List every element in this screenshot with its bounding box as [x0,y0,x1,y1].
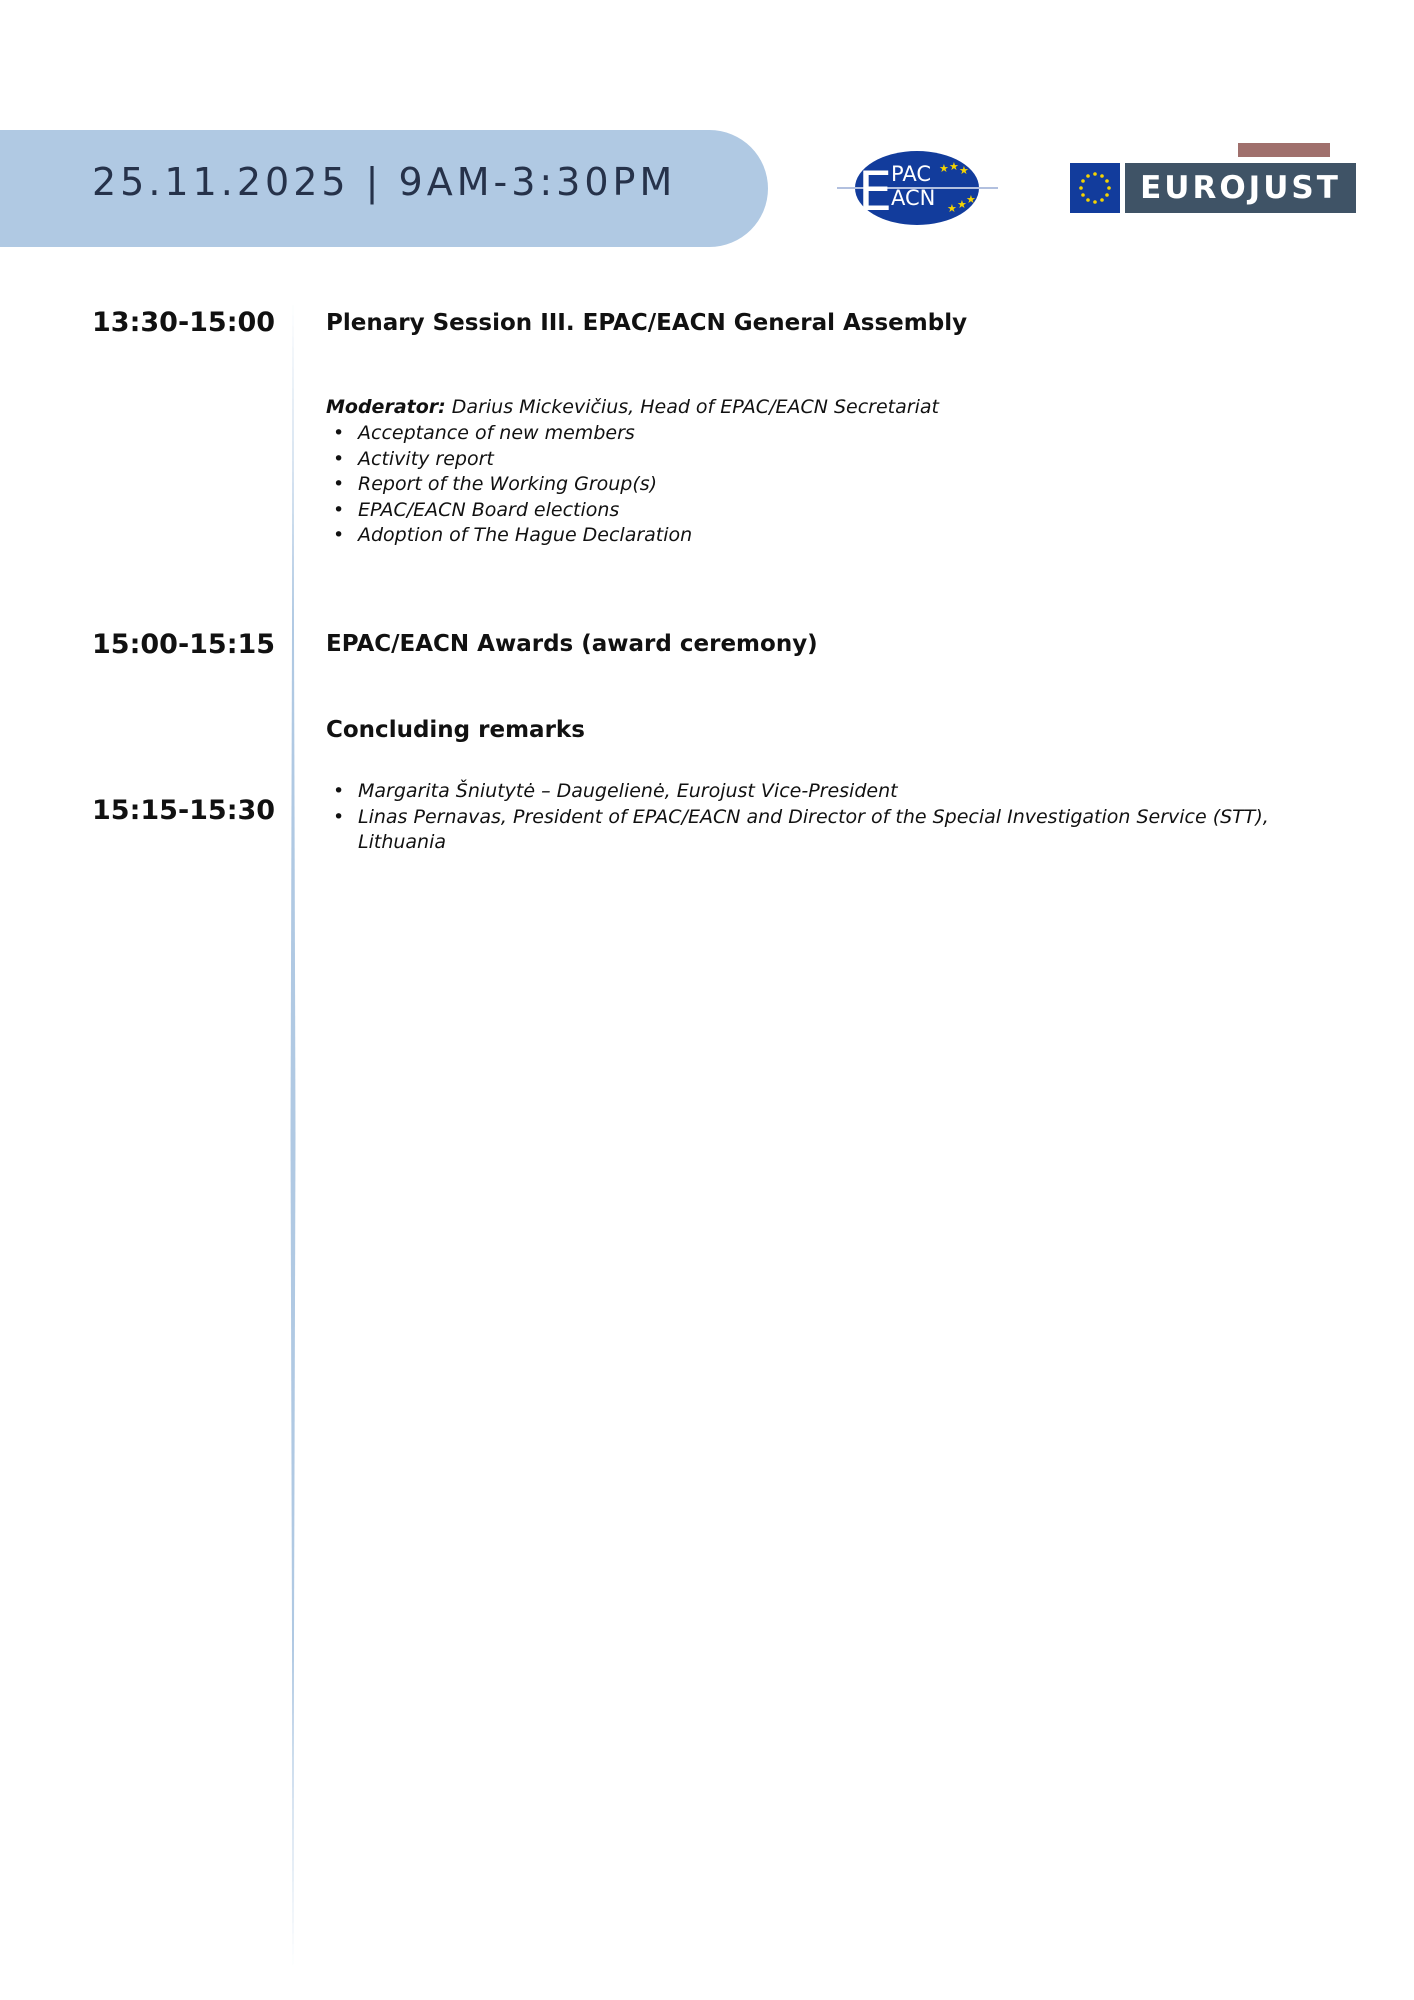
moderator-label: Moderator: [326,396,446,418]
list-item: • Report of the Working Group(s) [358,472,692,498]
svg-text:★: ★ [949,160,959,173]
epac-line1: PAC [891,162,931,186]
svg-text:★: ★ [959,164,969,177]
eurojust-accent-bar [1238,143,1330,157]
epac-initial: E [858,160,893,223]
svg-text:★: ★ [947,202,957,215]
list-item: • Margarita Šniutytė – Daugelienė, Eurojust Vice-President [358,779,1328,805]
session-title: Concluding remarks [326,717,585,743]
session-time: 15:15-15:30 [92,795,276,826]
timeline-line [288,300,298,1970]
eurojust-logo [1070,143,1356,215]
list-item: • EPAC/EACN Board elections [358,498,692,524]
svg-text:★: ★ [966,193,976,206]
svg-text:★: ★ [939,162,949,175]
session-title: Plenary Session III. EPAC/EACN General Assembly [326,310,968,336]
list-item: • Linas Pernavas, President of EPAC/EACN and Director of the Special Investigation Service (STT), Lithuania [358,805,1328,856]
moderator-text: Darius Mickevičius, Head of EPAC/EACN Secretariat [445,396,939,418]
list-item: • Acceptance of new members [358,421,692,447]
eu-flag-icon [1070,163,1120,213]
list-item: • Activity report [358,447,692,473]
epac-line2: ACN [891,186,936,210]
moderator-line [326,396,939,418]
event-date-time: 25.11.2025 | 9AM-3:30PM [92,160,677,204]
eurojust-wordmark: EUROJUST [1125,163,1356,213]
speaker-list [326,779,1328,856]
agenda-item-list [326,421,692,549]
session-title: EPAC/EACN Awards (award ceremony) [326,631,818,657]
session-time: 13:30-15:00 [92,307,276,338]
session-time: 15:00-15:15 [92,629,276,660]
epac-eacn-logo [835,148,1000,228]
list-item: • Adoption of The Hague Declaration [358,523,692,549]
svg-text:★: ★ [957,198,967,211]
